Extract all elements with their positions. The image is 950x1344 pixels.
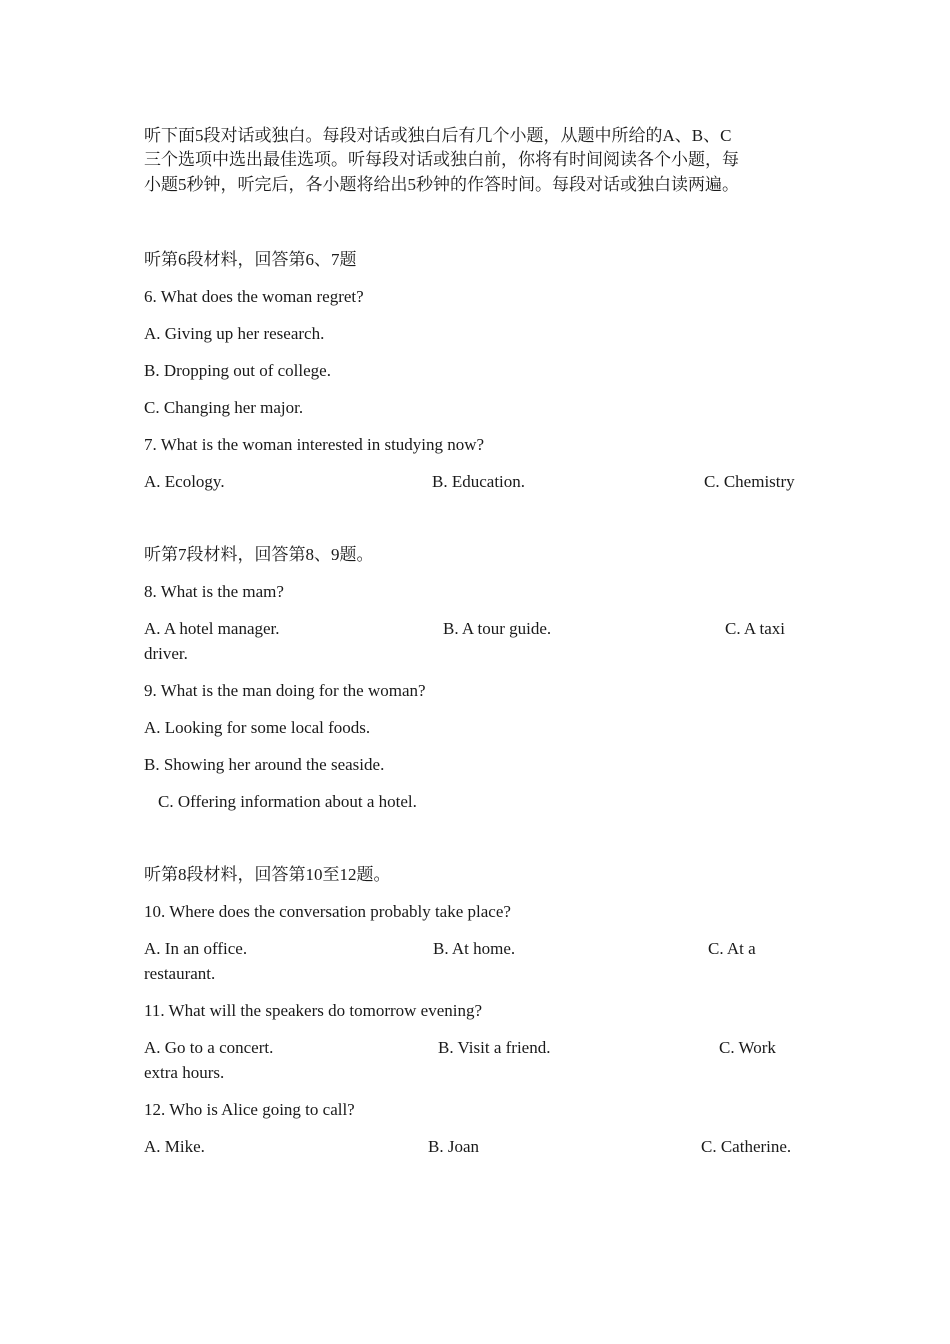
- question-12-option-b: B. Joan: [428, 1137, 479, 1156]
- question-8-option-a: A. A hotel manager.: [144, 619, 280, 638]
- question-9-option-b: B. Showing her around the seaside.: [144, 755, 385, 774]
- question-7-option-a: A. Ecology.: [144, 472, 225, 491]
- question-12-option-a: A. Mike.: [144, 1137, 205, 1156]
- question-11: 11. What will the speakers do tomorrow evening?: [144, 1001, 483, 1020]
- question-10: 10. Where does the conversation probably take place?: [144, 902, 511, 921]
- question-10-option-a: A. In an office.: [144, 939, 248, 958]
- instructions-line-2: 三个选项中选出最佳选项。听每段对话或独白前，你将有时间阅读各个小题，每: [144, 150, 739, 169]
- question-8-option-c: C. A taxi: [725, 619, 785, 638]
- question-10-option-c-continued: restaurant.: [144, 964, 216, 983]
- question-6-option-b: B. Dropping out of college.: [144, 361, 331, 380]
- instructions-line-3: 小题5秒钟，听完后，各小题将给出5秒钟的作答时间。每段对话或独白读两遍。: [144, 175, 739, 194]
- question-6-option-c: C. Changing her major.: [144, 398, 304, 417]
- question-8-option-c-continued: driver.: [144, 644, 188, 663]
- question-6-option-a: A. Giving up her research.: [144, 324, 325, 343]
- question-9-option-a: A. Looking for some local foods.: [144, 718, 371, 737]
- question-12: 12. Who is Alice going to call?: [144, 1100, 355, 1119]
- question-6: 6. What does the woman regret?: [144, 287, 364, 306]
- question-7: 7. What is the woman interested in studying now?: [144, 435, 485, 454]
- section-heading: 听第8段材料，回答第10至12题。: [144, 865, 391, 884]
- section-heading: 听第6段材料，回答第6、7题: [144, 250, 357, 269]
- question-8-option-b: B. A tour guide.: [443, 619, 552, 638]
- question-10-option-b: B. At home.: [433, 939, 516, 958]
- question-11-option-c-continued: extra hours.: [144, 1063, 225, 1082]
- question-11-option-c: C. Work: [719, 1038, 776, 1057]
- question-11-option-b: B. Visit a friend.: [438, 1038, 551, 1057]
- question-10-option-c: C. At a: [708, 939, 756, 958]
- instructions-line-1: 听下面5段对话或独白。每段对话或独白后有几个小题，从题中所给的A、B、C: [144, 126, 732, 145]
- question-9-option-c: C. Offering information about a hotel.: [158, 792, 417, 811]
- question-7-option-c: C. Chemistry: [704, 472, 795, 491]
- question-12-option-c: C. Catherine.: [701, 1137, 792, 1156]
- question-9: 9. What is the man doing for the woman?: [144, 681, 426, 700]
- question-11-option-a: A. Go to a concert.: [144, 1038, 274, 1057]
- section-heading: 听第7段材料，回答第8、9题。: [144, 545, 374, 564]
- question-7-option-b: B. Education.: [432, 472, 526, 491]
- question-8: 8. What is the mam?: [144, 582, 284, 601]
